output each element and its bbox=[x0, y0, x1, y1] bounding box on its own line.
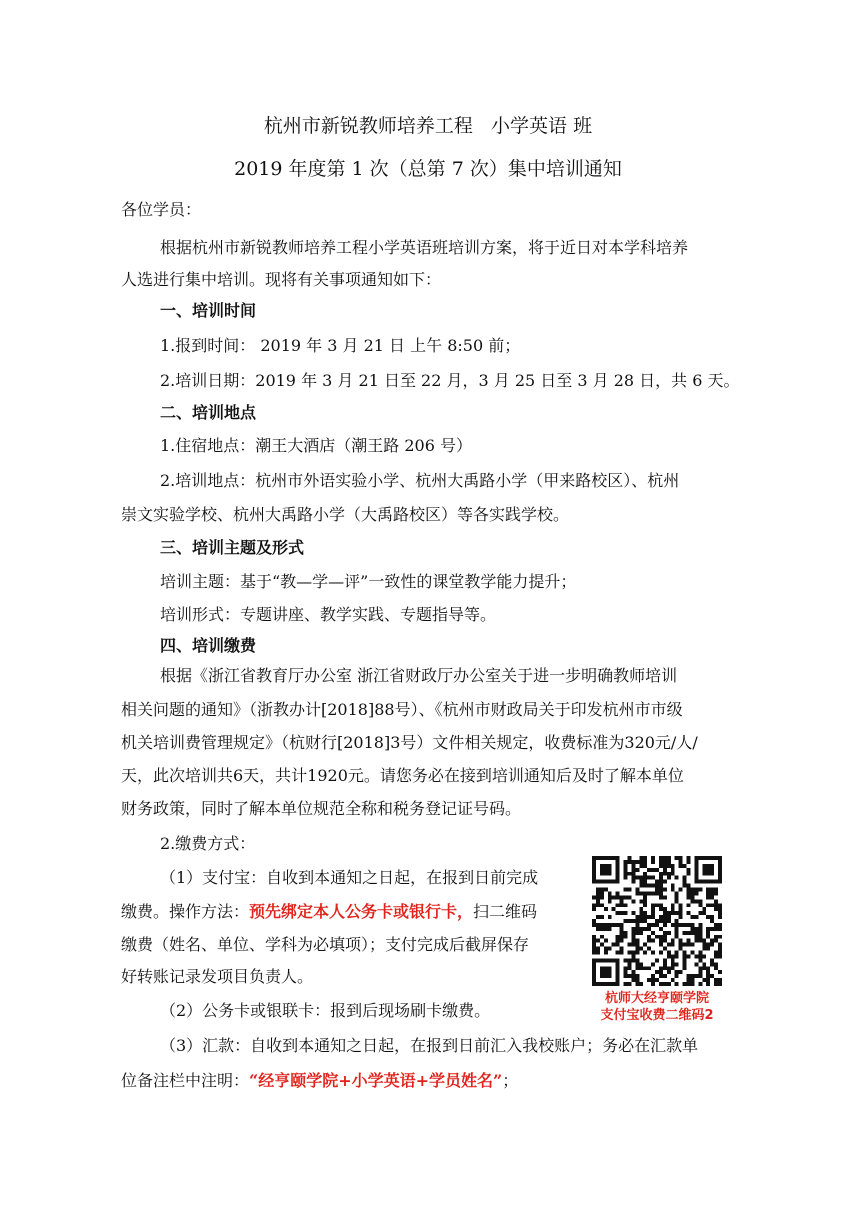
section-heading-theme: 三、培训主题及形式 bbox=[160, 538, 305, 557]
alipay-text-a: 缴费。操作方法： bbox=[121, 902, 250, 921]
alipay-line-2 bbox=[121, 902, 537, 922]
lodging-location: 1.住宿地点：潮王大酒店（潮王路 206 号） bbox=[160, 436, 472, 455]
greeting: 各位学员： bbox=[121, 200, 202, 219]
alipay-line-3: 缴费（姓名、单位、学科为必填项）；支付完成后截屏保存 bbox=[121, 935, 530, 954]
alipay-qr-code-icon[interactable] bbox=[592, 856, 722, 986]
alipay-highlight: 预先绑定本人公务卡或银行卡， bbox=[249, 902, 474, 921]
training-form: 培训形式：专题讲座、教学实践、专题指导等。 bbox=[160, 605, 497, 624]
remit-text-c: ； bbox=[502, 1071, 519, 1090]
fee-paragraph-line-5: 财务政策，同时了解本单位规范全称和税务登记证号码。 bbox=[121, 799, 522, 818]
title-line-1: 杭州市新锐教师培养工程 小学英语 班 bbox=[263, 115, 593, 137]
remit-text-a: 位备注栏中注明： bbox=[121, 1071, 250, 1090]
section-heading-fee: 四、培训缴费 bbox=[160, 636, 257, 655]
qr-caption-line-1: 杭师大经亨颐学院 bbox=[604, 991, 709, 1006]
fee-paragraph-line-1: 根据《浙江省教育厅办公室 浙江省财政厅办公室关于进一步明确教师培训 bbox=[160, 666, 678, 685]
training-dates: 2.培训日期：2019 年 3 月 21 日至 22 月，3 月 25 日至 3 月 28 日，共 6 天。 bbox=[160, 371, 740, 390]
remit-note-highlight: “经亨颐学院+小学英语+学员姓名” bbox=[249, 1071, 503, 1090]
qr-caption-line-2: 支付宝收费二维码2 bbox=[600, 1008, 714, 1023]
section-heading-location: 二、培训地点 bbox=[160, 403, 257, 422]
training-location-line-1: 2.培训地点：杭州市外语实验小学、杭州大禹路小学（甲来路校区）、杭州 bbox=[160, 471, 680, 490]
alipay-text-c: 扫二维码 bbox=[473, 902, 538, 921]
payment-methods-heading: 2.缴费方式： bbox=[160, 834, 256, 853]
alipay-line-4: 好转账记录发项目负责人。 bbox=[121, 967, 314, 986]
card-payment: （2）公务卡或银联卡：报到后现场刷卡缴费。 bbox=[160, 1001, 491, 1020]
section-heading-time: 一、培训时间 bbox=[160, 301, 257, 320]
remittance-line-2 bbox=[121, 1071, 518, 1091]
fee-paragraph-line-3: 机关培训费管理规定》（杭财行[2018]3号）文件相关规定，收费标准为320元/人/ bbox=[121, 733, 698, 752]
title-line-2: 2019 年度第 1 次（总第 7 次）集中培训通知 bbox=[234, 158, 622, 180]
training-theme: 培训主题：基于“教—学—评”一致性的课堂教学能力提升； bbox=[160, 572, 577, 591]
intro-line-2: 人选进行集中培训。现将有关事项通知如下： bbox=[121, 270, 442, 289]
intro-line-1: 根据杭州市新锐教师培养工程小学英语班培训方案，将于近日对本学科培养 bbox=[160, 238, 689, 257]
fee-paragraph-line-4: 天，此次培训共6天，共计1920元。请您务必在接到培训通知后及时了解本单位 bbox=[121, 766, 684, 785]
fee-paragraph-line-2: 相关问题的通知》（浙教办计[2018]88号）、《杭州市财政局关于印发杭州市市级 bbox=[121, 700, 683, 719]
report-time: 1.报到时间： 2019 年 3 月 21 日 上午 8:50 前； bbox=[160, 336, 521, 355]
training-location-line-2: 崇文实验学校、杭州大禹路小学（大禹路校区）等各实践学校。 bbox=[121, 505, 570, 524]
remittance-line-1: （3）汇款：自收到本通知之日起，在报到日前汇入我校账户；务必在汇款单 bbox=[160, 1036, 699, 1055]
alipay-line-1: （1）支付宝：自收到本通知之日起，在报到日前完成 bbox=[160, 868, 539, 887]
